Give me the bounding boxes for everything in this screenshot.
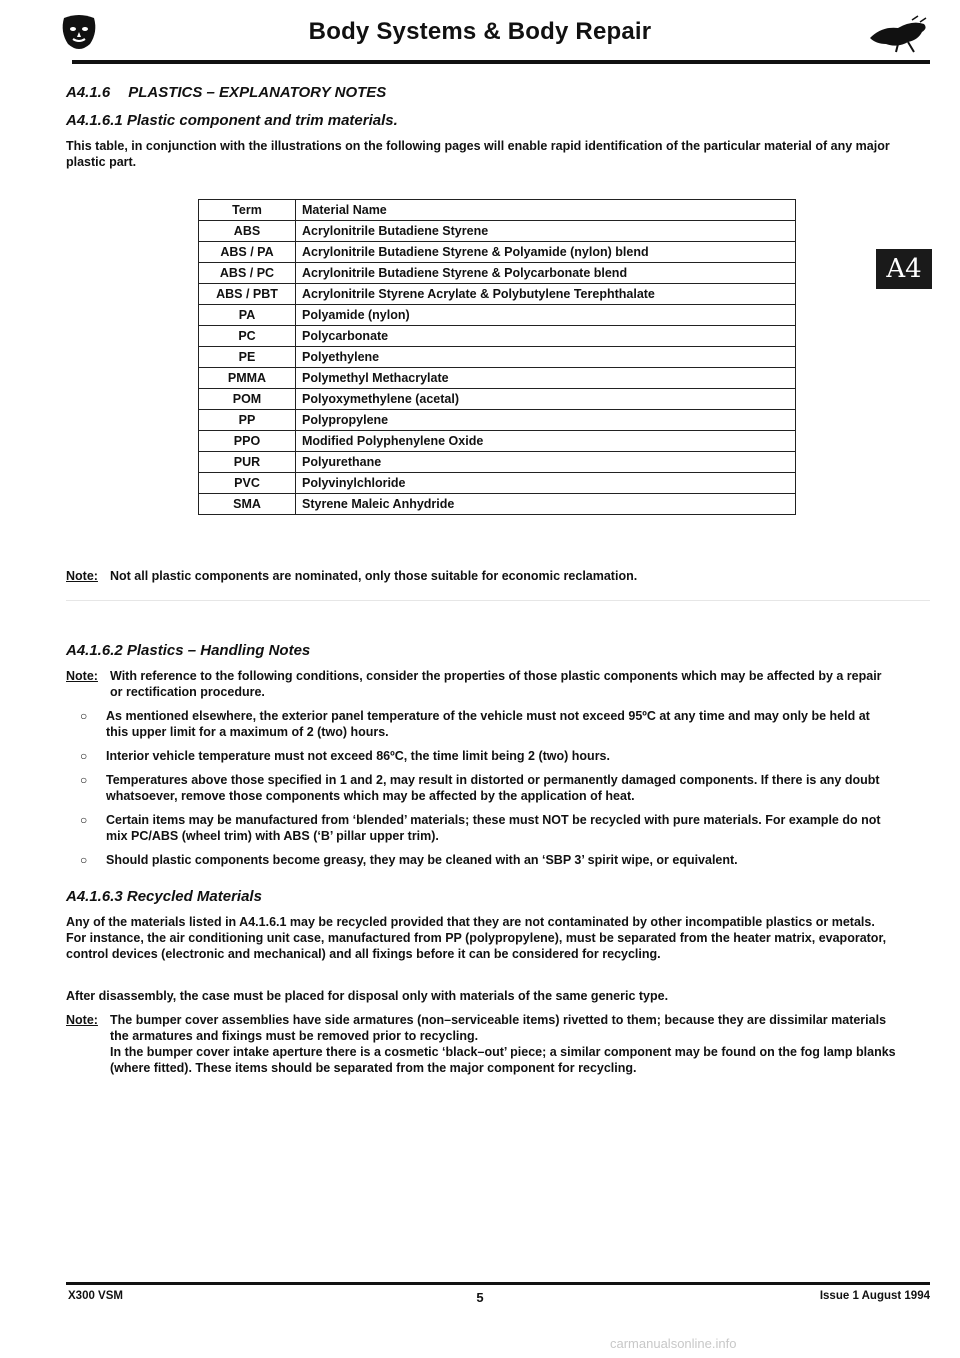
- section-title: PLASTICS – EXPLANATORY NOTES: [128, 84, 387, 101]
- intro-paragraph: This table, in conjunction with the illustrations on the following pages will enable rapid identification of the particular material of any major plastic part.: [66, 139, 890, 169]
- footer-issue-date: Issue 1 August 1994: [819, 1290, 930, 1302]
- recycling-paragraph: Any of the materials listed in A4.1.6.1 may be recycled provided that they are not contaminated by other incompatible plastics or metals. For instance, the air conditioning unit case, manufactured from PP (polypropylene), must be separated from the heater matrix, evaporator, control devices (electronic and mechanical) and all fixings before it can be considered for recycling.: [66, 915, 887, 961]
- subsection-heading-3: A4.1.6.3 Recycled Materials: [66, 888, 262, 905]
- bullet-text: Interior vehicle temperature must not exceed 86ºC, the time limit being 2 (two) hours.: [106, 749, 610, 763]
- table-row: [199, 305, 796, 326]
- section-number: A4.1.6: [66, 84, 111, 101]
- material-cell: Polyurethane: [296, 452, 796, 473]
- footer-page-number: 5: [476, 1290, 484, 1305]
- table-header-row: [199, 200, 796, 221]
- material-cell: Polycarbonate: [296, 326, 796, 347]
- list-item: [80, 812, 888, 844]
- list-item: [80, 772, 888, 804]
- note-text: The bumper cover assemblies have side armatures (non–serviceable items) rivetted to them; because they are dissimilar materials the armatures and fixings must be removed prior to recycling.: [110, 1013, 887, 1043]
- term-cell: ABS / PA: [199, 242, 296, 263]
- material-cell: Acrylonitrile Butadiene Styrene & Polyamide (nylon) blend: [296, 242, 796, 263]
- bullet-circle-icon: ○: [80, 773, 88, 787]
- section-heading: [66, 84, 386, 101]
- materials-table: [198, 199, 796, 515]
- bullet-text: Certain items may be manufactured from ‘blended’ materials; these must NOT be recycled with pure materials. For example do not mix PC/ABS (wheel trim) with ABS (‘B’ pillar upper trim).: [106, 813, 881, 843]
- table-row: [199, 410, 796, 431]
- table-row: [199, 326, 796, 347]
- note-text: With reference to the following conditions, consider the properties of those plastic components which may be affected by a repair or rectification procedure.: [110, 669, 882, 699]
- table-row: [199, 284, 796, 305]
- subsection-heading-1: A4.1.6.1 Plastic component and trim materials.: [66, 112, 398, 129]
- footer-document-id: X300 VSM: [68, 1290, 123, 1302]
- term-cell: PVC: [199, 473, 296, 494]
- material-cell: Polymethyl Methacrylate: [296, 368, 796, 389]
- material-cell: Polyvinylchloride: [296, 473, 796, 494]
- table-row: [199, 431, 796, 452]
- table-row: [199, 452, 796, 473]
- note-handling: [66, 668, 896, 700]
- bullet-circle-icon: ○: [80, 749, 88, 763]
- material-cell: Acrylonitrile Styrene Acrylate & Polybutylene Terephthalate: [296, 284, 796, 305]
- term-cell: ABS: [199, 221, 296, 242]
- term-cell: POM: [199, 389, 296, 410]
- column-header-term: Term: [199, 200, 296, 221]
- term-cell: SMA: [199, 494, 296, 515]
- note-label: Note:: [66, 569, 98, 583]
- material-cell: Polyethylene: [296, 347, 796, 368]
- term-cell: PA: [199, 305, 296, 326]
- table-row: [199, 347, 796, 368]
- material-cell: Polyamide (nylon): [296, 305, 796, 326]
- note-text-group: [110, 1012, 896, 1076]
- bullet-text: As mentioned elsewhere, the exterior panel temperature of the vehicle must not exceed 95ºC at any time and may only be held at this upper limit for a maximum of 2 (two) hours.: [106, 709, 870, 739]
- bullet-circle-icon: ○: [80, 709, 88, 723]
- material-cell: Modified Polyphenylene Oxide: [296, 431, 796, 452]
- bullet-circle-icon: ○: [80, 853, 88, 867]
- section-tab-a4: A4: [876, 249, 932, 289]
- subsection-heading-2: A4.1.6.2 Plastics – Handling Notes: [66, 642, 311, 659]
- note-text: Not all plastic components are nominated, only those suitable for economic reclamation.: [110, 569, 638, 583]
- divider: [66, 600, 930, 601]
- note-label: Note:: [66, 1013, 98, 1027]
- column-header-material-name: Material Name: [296, 200, 796, 221]
- header-rule: [72, 60, 930, 64]
- bullet-circle-icon: ○: [80, 813, 88, 827]
- list-item: [80, 852, 888, 868]
- material-cell: Polyoxymethylene (acetal): [296, 389, 796, 410]
- material-cell: Polypropylene: [296, 410, 796, 431]
- footer-rule: [66, 1282, 930, 1285]
- bullet-text: Should plastic components become greasy, they may be cleaned with an ‘SBP 3’ spirit wipe, or equivalent.: [106, 853, 738, 867]
- term-cell: PMMA: [199, 368, 296, 389]
- table-row: [199, 368, 796, 389]
- table-row: [199, 221, 796, 242]
- table-row: [199, 494, 796, 515]
- term-cell: PE: [199, 347, 296, 368]
- header-title: Body Systems & Body Repair: [308, 18, 652, 45]
- list-item: [80, 748, 888, 764]
- term-cell: PUR: [199, 452, 296, 473]
- table-row: [199, 473, 796, 494]
- bullet-text: Temperatures above those specified in 1 and 2, may result in distorted or permanently damaged components. If there is any doubt whatsoever, remove those components which may be affected by the application of heat.: [106, 773, 880, 803]
- table-row: [199, 263, 796, 284]
- leaping-jaguar-logo-icon: [868, 14, 930, 54]
- term-cell: ABS / PC: [199, 263, 296, 284]
- disassembly-paragraph: After disassembly, the case must be placed for disposal only with materials of the same generic type.: [66, 989, 669, 1003]
- handling-bullet-list: [80, 708, 888, 876]
- term-cell: PC: [199, 326, 296, 347]
- watermark: carmanualsonline.info: [610, 1336, 737, 1351]
- note-text: In the bumper cover intake aperture there is a cosmetic ‘black–out’ piece; a similar component may be found on the fog lamp blanks (where fitted). These items should be separated from the major component for recycling.: [110, 1045, 896, 1075]
- material-cell: Styrene Maleic Anhydride: [296, 494, 796, 515]
- list-item: [80, 708, 888, 740]
- note-label: Note:: [66, 669, 98, 683]
- material-cell: Acrylonitrile Butadiene Styrene & Polycarbonate blend: [296, 263, 796, 284]
- note-bumper: [66, 1012, 896, 1076]
- note-reclamation: [66, 568, 896, 584]
- term-cell: ABS / PBT: [199, 284, 296, 305]
- table-row: [199, 389, 796, 410]
- term-cell: PP: [199, 410, 296, 431]
- term-cell: PPO: [199, 431, 296, 452]
- material-cell: Acrylonitrile Butadiene Styrene: [296, 221, 796, 242]
- table-row: [199, 242, 796, 263]
